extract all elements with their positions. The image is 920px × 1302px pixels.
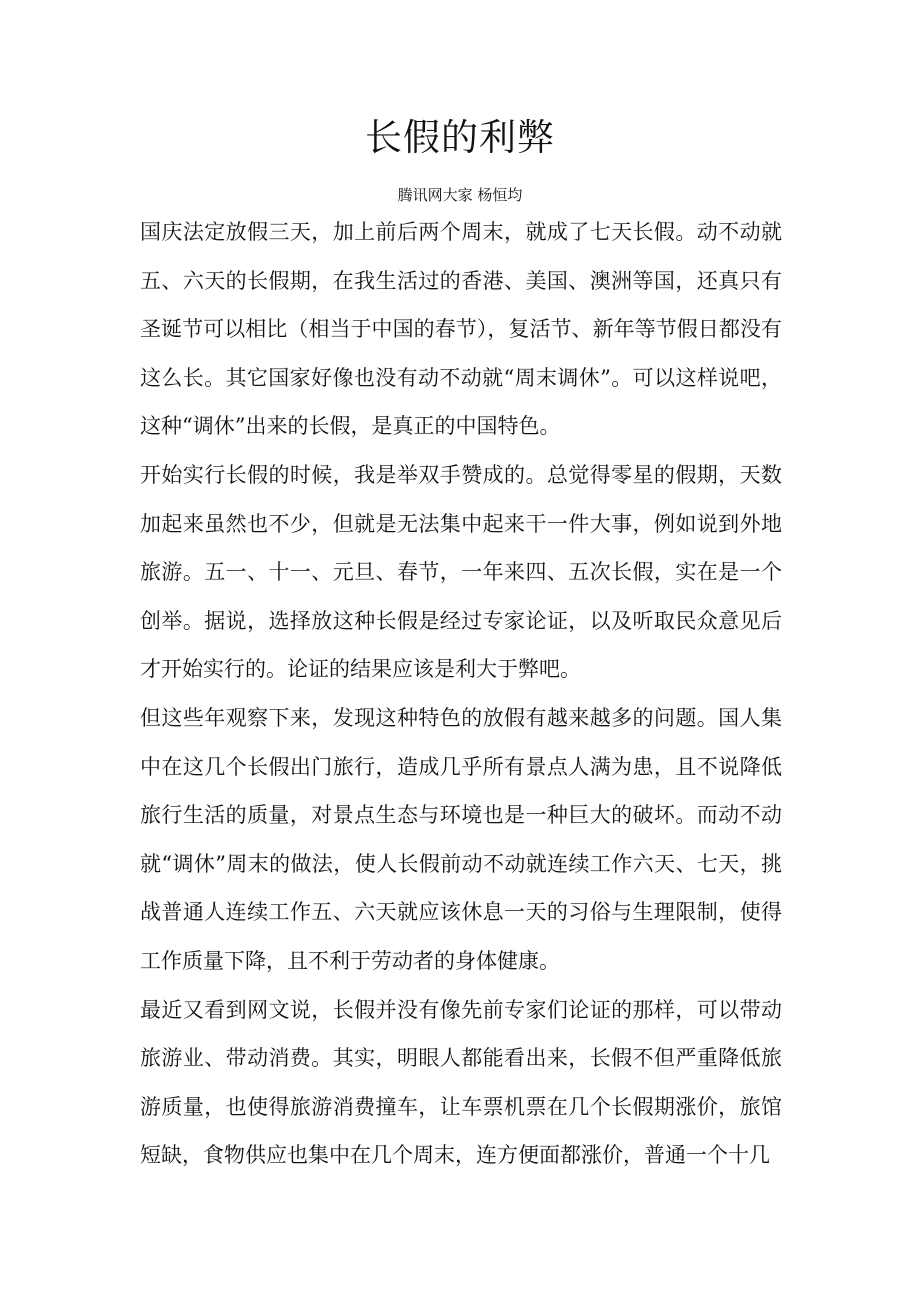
paragraph-1: 国庆法定放假三天，加上前后两个周末，就成了七天长假。动不动就五、六天的长假期，在我生活过的香港、美国、澳洲等国，还真只有圣诞节可以相比（相当于中国的春节），复活节、新年等节假日都没有这么长。其它国家好像也没有动不动就“周末调休”。可以这样说吧，这种“调休”出来的长假，是真正的中国特色。 — [140, 220, 782, 439]
article-byline: 腾讯网大家 杨恒均 — [397, 186, 523, 204]
article-title: 长假的利弊 — [365, 116, 555, 159]
article-body — [140, 208, 782, 1180]
paragraph-3: 但这些年观察下来，发现这种特色的放假有越来越多的问题。国人集中在这几个长假出门旅行，造成几乎所有景点人满为患，且不说降低旅行生活的质量，对景点生态与环境也是一种巨大的破坏。而动不动就“调休”周末的做法，使人长假前动不动就连续工作六天、七天，挑战普通人连续工作五、六天就应该休息一天的习俗与生理限制，使得工作质量下降，且不利于劳动者的身体健康。 — [140, 705, 782, 973]
paragraph-4: 最近又看到网文说，长假并没有像先前专家们论证的那样，可以带动旅游业、带动消费。其实，明眼人都能看出来，长假不但严重降低旅游质量，也使得旅游消费撞车，让车票机票在几个长假期涨价，旅馆短缺，食物供应也集中在几个周末，连方便面都涨价，普通一个十几 — [140, 997, 782, 1168]
paragraph-2: 开始实行长假的时候，我是举双手赞成的。总觉得零星的假期，天数加起来虽然也不少，但就是无法集中起来干一件大事，例如说到外地旅游。五一、十一、元旦、春节，一年来四、五次长假，实在是一个创举。据说，选择放这种长假是经过专家论证，以及听取民众意见后才开始实行的。论证的结果应该是利大于弊吧。 — [140, 462, 782, 682]
